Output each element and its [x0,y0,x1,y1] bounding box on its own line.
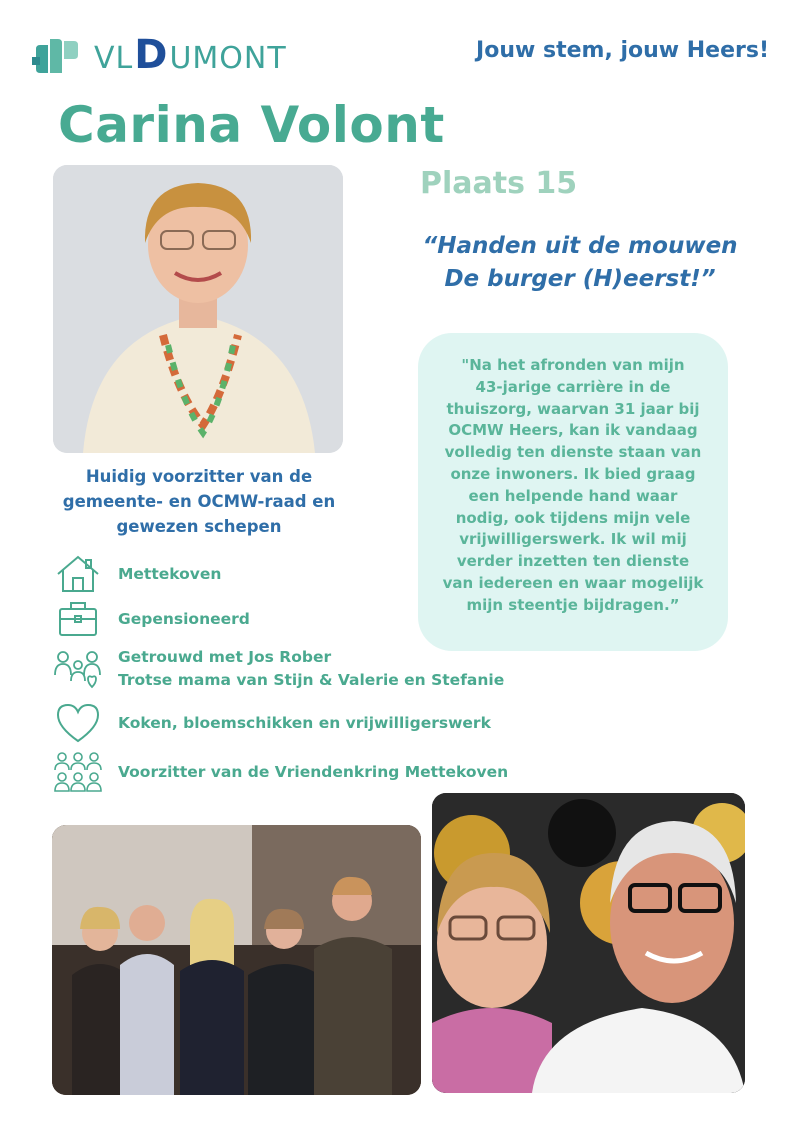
info-item-hobbies [52,701,491,745]
motto [380,230,780,296]
quote-line: OCMW Heers, kan ik vandaag [448,421,698,440]
logo-text-d: D [134,32,169,78]
family-group-photo [52,825,421,1095]
info-text [118,646,504,692]
group-icon [52,750,104,794]
quote-line: van iedereen en waar mogelijk [442,573,704,592]
candidate-role [40,464,358,539]
info-text: Voorzitter van de Vriendenkring Mettekoven [118,762,509,781]
info-text-line-1: Getrouwd met Jos Rober [118,648,332,666]
info-item-family [52,646,504,692]
quote-line: thuiszorg, waarvan 31 jaar bij [446,399,700,418]
quote-line: verder inzetten ten dienste [456,552,690,571]
role-line-3: gewezen schepen [116,517,282,536]
quote-line: 43-jarige carrière in de [475,377,671,396]
info-item-association [52,750,508,794]
slogan: Jouw stem, jouw Heers! [476,38,769,63]
logo-text-suffix: UMONT [169,41,287,76]
quote-line: een helpende hand waar [468,486,678,505]
info-text: Koken, bloemschikken en vrijwilligerswerk [118,713,491,732]
list-place: Plaats 15 [420,166,578,201]
info-text: Mettekoven [118,564,222,583]
quote-line: mijn steentje bijdragen.” [466,595,680,614]
logo-wordmark [94,32,287,78]
info-text: Gepensioneerd [118,609,250,628]
portrait-photo [53,165,343,453]
briefcase-icon [52,597,104,641]
couple-photo [432,793,745,1093]
info-text-line-2: Trotse mama van Stijn & Valerie en Stefanie [118,671,505,689]
quote-line: volledig ten dienste staan van [444,443,702,462]
motto-line-1: “Handen uit de mouwen [422,233,738,259]
quote-line: nodig, ook tijdens mijn vele [455,508,691,527]
info-item-residence [52,552,221,596]
logo-text-prefix: VL [94,41,134,76]
motto-line-2: De burger (H)eerst!” [444,266,716,292]
logo-mark-icon [30,35,82,75]
role-line-2: gemeente- en OCMW-raad en [62,492,336,511]
quote-line: "Na het afronden van mijn [461,356,685,374]
role-line-1: Huidig voorzitter van de [85,467,313,486]
quote-text [430,355,716,617]
quote-line: onze inwoners. Ik bied graag [450,464,696,483]
party-logo [30,34,287,76]
info-item-occupation [52,597,250,641]
quote-line: vrijwilligerswerk. Ik wil mij [459,530,687,549]
family-icon [52,647,104,691]
heart-icon [52,701,104,745]
candidate-name: Carina Volont [58,96,445,154]
quote-bubble [418,333,728,651]
house-icon [52,552,104,596]
